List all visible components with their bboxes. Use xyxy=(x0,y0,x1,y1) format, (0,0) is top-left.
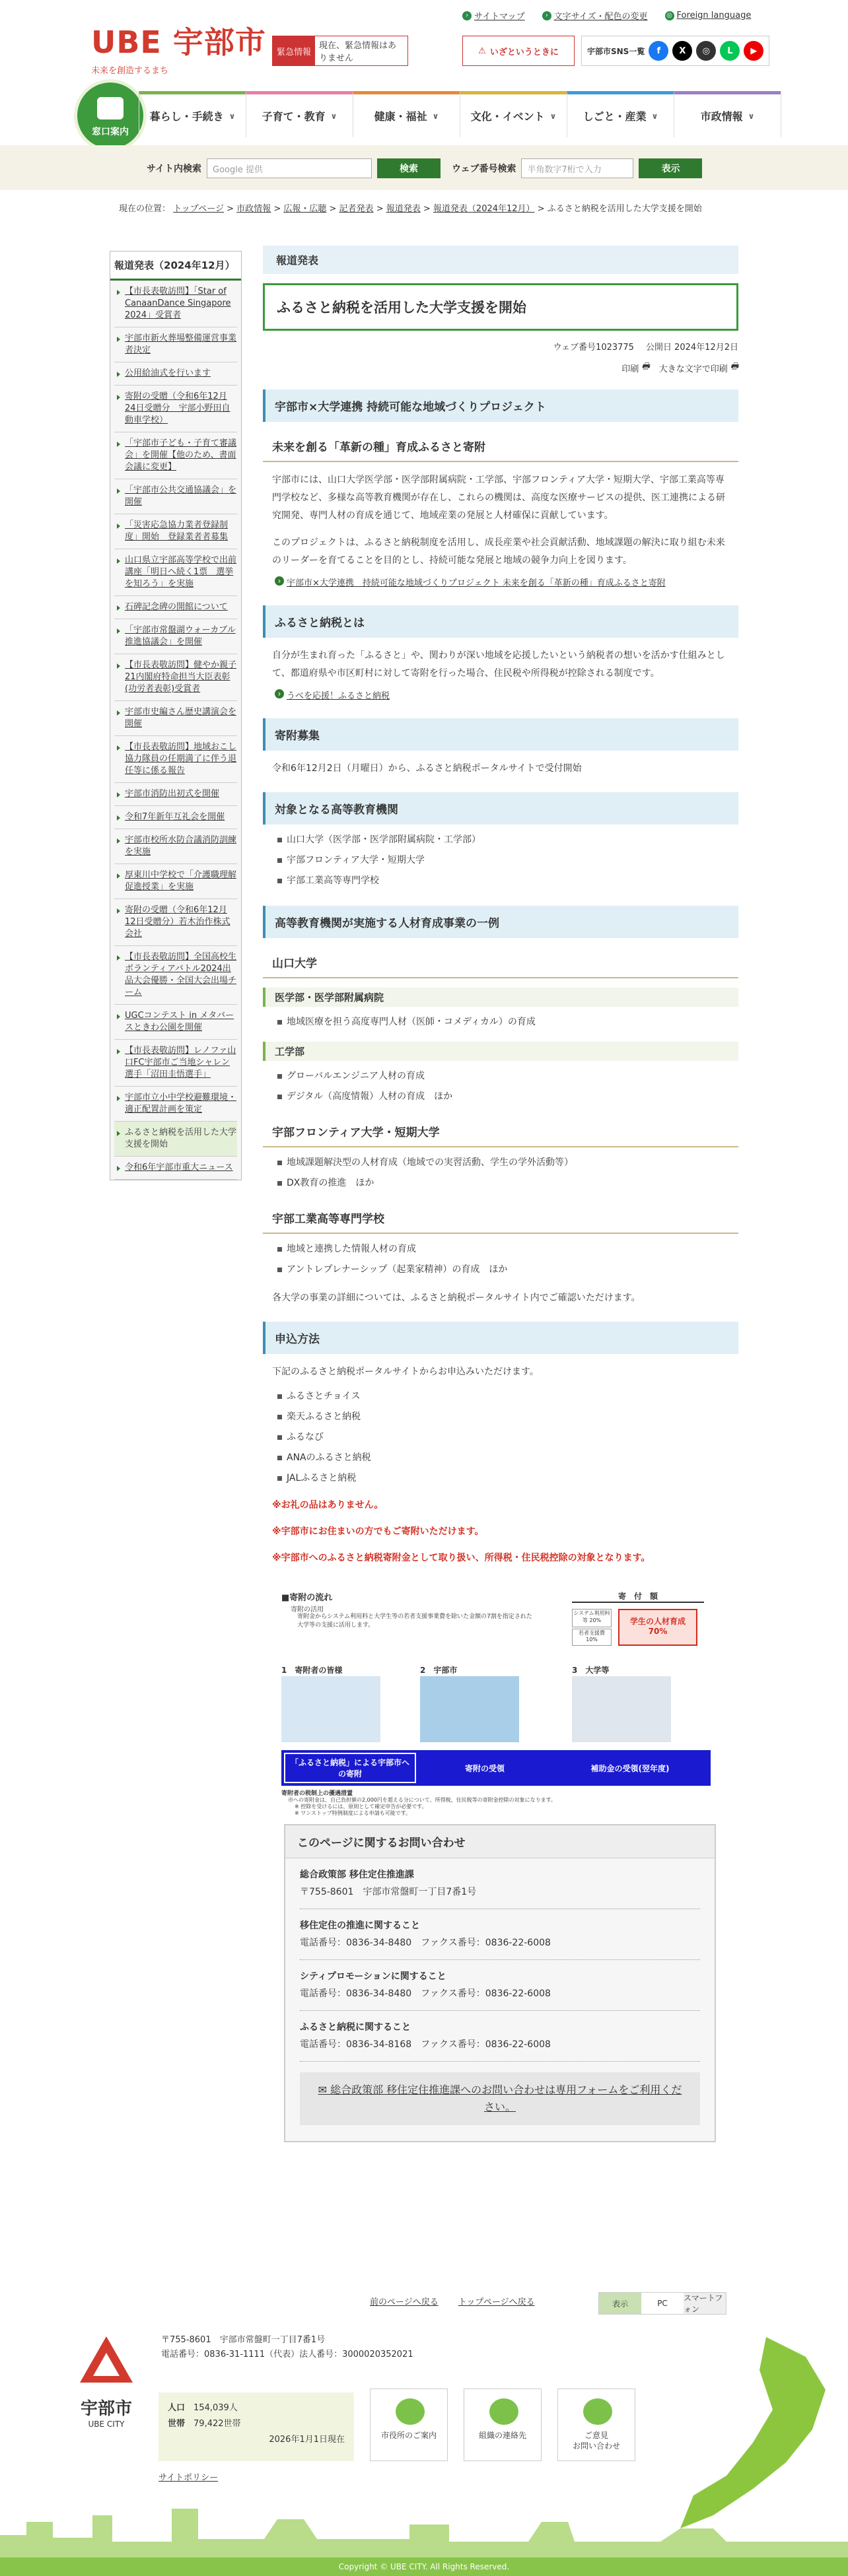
footer xyxy=(0,2330,848,2576)
footer-btn-label: 市役所のご案内 xyxy=(380,2431,437,2440)
list-item: 山口大学（医学部・医学部附属病院・工学部） xyxy=(287,830,729,850)
subsection-heading: 宇部フロンティア大学・短期大学 xyxy=(263,1116,738,1147)
city-photo xyxy=(420,1676,519,1742)
list-item: JALふるさと納税 xyxy=(287,1468,729,1489)
web-number-input[interactable]: 半角数字7桁で入力 xyxy=(521,158,633,178)
section-heading: 寄附募集 xyxy=(263,718,738,751)
breadcrumb-link[interactable]: 報道発表 xyxy=(386,204,421,214)
breadcrumb-link[interactable]: 記者発表 xyxy=(339,204,374,214)
section-heading: 対象となる高等教育機関 xyxy=(263,792,738,825)
footer-btn-office[interactable] xyxy=(370,2389,448,2461)
sidebar-item[interactable]: 宇部市立小中学校避難環境・適正配置計画を策定 xyxy=(114,1087,237,1122)
section-heading: 申込方法 xyxy=(263,1322,738,1354)
population-box xyxy=(159,2392,354,2461)
youtube-icon[interactable]: ▶ xyxy=(744,41,763,61)
chevron-down-icon: ∨ xyxy=(432,111,439,121)
program-list xyxy=(263,1007,738,1033)
university-photo xyxy=(572,1676,671,1742)
footer-btn-org[interactable] xyxy=(464,2389,542,2461)
main-content xyxy=(263,246,738,2142)
util-link-label: Foreign language xyxy=(676,11,752,20)
nav-item-kenko[interactable] xyxy=(353,91,460,137)
phone-icon xyxy=(583,2398,612,2425)
flow-step: 3 大学等 xyxy=(572,1666,610,1675)
house-label: 世帯 xyxy=(168,2419,186,2429)
logo-title: UBE 宇部市 xyxy=(91,24,266,60)
web-number-label: ウェブ番号検索 xyxy=(452,164,516,174)
sidebar-item[interactable]: 【市長表敬訪問】「Star of CanaanDance Singapore 2024」受賞者 xyxy=(114,281,237,327)
sidebar-item[interactable]: 【市長表敬訪問】健やか親子21内閣府特命担当大臣表彰(功労者表彰)受賞者 xyxy=(114,654,237,701)
globe-icon: ◎ xyxy=(665,11,674,20)
contact-form-label: 総合政策部 移住定住推進課へのお問い合わせは専用フォームをご利用ください。 xyxy=(330,2084,682,2113)
contact-dept xyxy=(300,1858,700,1909)
print-button[interactable] xyxy=(621,360,649,375)
sidebar-item[interactable]: 公用給油式を行います xyxy=(114,362,237,386)
flow-note: 市への寄附金は、自己負担額の2,000円を超える分について、所得税、住民税等の寄附金控除の対象になります。 xyxy=(288,1797,556,1803)
footer-btn-inquiry[interactable] xyxy=(557,2389,635,2461)
breadcrumb-link[interactable]: 報道発表（2024年12月） xyxy=(433,204,535,214)
sidebar-item[interactable]: 寄附の受贈（令和6年12月24日受贈分 宇部小野田自動車学校） xyxy=(114,386,237,432)
site-policy-link[interactable]: サイトポリシー xyxy=(159,2473,219,2483)
list-item: 宇部フロンティア大学・短期大学 xyxy=(287,850,729,871)
line-icon[interactable]: L xyxy=(720,41,740,61)
top-link[interactable]: トップページへ戻る xyxy=(458,2297,535,2307)
flow-step: 2 宇部市 xyxy=(420,1666,458,1675)
list-item: 地域と連携した情報人材の育成 xyxy=(287,1239,729,1260)
nav-item-shigoto[interactable] xyxy=(567,91,674,137)
web-number-search xyxy=(452,158,702,178)
site-logo[interactable] xyxy=(91,18,266,76)
chevron-down-icon: ∨ xyxy=(229,111,236,121)
dept-name: 総合政策部 移住定住推進課 xyxy=(300,1870,414,1880)
page-nav xyxy=(370,2295,535,2307)
chevron-down-icon: ∨ xyxy=(330,111,337,121)
sidebar-item[interactable]: 宇部市史編さん歴史講演会を開催 xyxy=(114,701,237,736)
subsection-heading: 山口大学 xyxy=(263,947,738,978)
red-note: ※お礼の品はありません。 xyxy=(272,1500,384,1510)
sidebar-item[interactable]: 「災害応急協力業者登録制度」開始 登録業者者募集 xyxy=(114,514,237,549)
contact-tel: 電話番号：0836-34-8168 ファクス番号：0836-22-6008 xyxy=(300,2039,551,2050)
breadcrumb-current: ふるさと納税を活用した大学支援を開始 xyxy=(547,204,702,214)
display-pc-button[interactable]: PC xyxy=(641,2293,684,2314)
print-large-button[interactable] xyxy=(659,360,738,375)
city-emblem-icon xyxy=(70,2333,143,2392)
breadcrumb: 現在の位置： トップページ > 市政情報 > 広報・広聴 > 記者発表 > 報道発表 > 報道発表（2024年12月） > ふるさと納税を活用した大学支援を開始 xyxy=(119,204,702,214)
faculty-heading: 工学部 xyxy=(263,1042,738,1061)
nav-label: 健康・福祉 xyxy=(374,110,427,123)
util-foreign[interactable] xyxy=(665,9,752,22)
subsection-heading: 宇部工業高等専門学校 xyxy=(263,1203,738,1234)
donation-flow-figure xyxy=(281,1590,711,1816)
publish-date: 公開日 2024年12月2日 xyxy=(645,343,738,353)
list-item: DX教育の推進 ほか xyxy=(287,1173,729,1194)
flow-arrow: 補助金の受領(翌年度) xyxy=(590,1763,670,1773)
mail-icon: ✉ xyxy=(318,2084,331,2096)
program-list xyxy=(263,1061,738,1107)
util-link-label: サイトマップ xyxy=(474,12,525,22)
subsection-heading: 未来を創る「革新の種」育成ふるさと寄附 xyxy=(263,431,738,462)
footer-addr-line: 〒755-8601 宇部市常盤町一丁目7番1号 xyxy=(161,2335,326,2345)
nav-label: 子育て・教育 xyxy=(262,110,326,123)
nav-item-kosodate[interactable] xyxy=(246,91,353,137)
section-heading: 高等教育機関が実施する人材育成事業の一例 xyxy=(263,906,738,938)
flow-note: ※ 控除を受けるには、原則として確定申告が必要です。 xyxy=(295,1804,427,1810)
display-label: 表示 xyxy=(599,2293,641,2314)
utility-links xyxy=(462,9,751,22)
util-sitemap[interactable] xyxy=(462,9,525,22)
sidebar-item[interactable]: 【市長表敬訪問】レノファ山口FC宇部市ご当地シャレン選手「沼田圭悟選手」 xyxy=(114,1040,237,1087)
back-link[interactable]: 前のページへ戻る xyxy=(370,2297,439,2307)
paragraph: 宇部市には、山口大学医学部・医学部附属病院・工学部、宇部フロンティア大学・短期大学、宇部工業高等専門学校など、多様な高等教育機関が存在し、これらの機関は、高度な医療サービスの提供、医工連携による研究開発、専門人材の育成を通じて、地域産業の発展と人材確保に貢献しています。 xyxy=(272,475,725,521)
family-illustration xyxy=(281,1676,380,1742)
sidebar-item[interactable]: 宇部市校所水防合議消防訓練を実施 xyxy=(114,829,237,864)
flow-step: 1 寄附者の皆様 xyxy=(281,1666,343,1675)
sidebar-item[interactable]: 石碑記念碑の開館について xyxy=(114,596,237,619)
sidebar-item[interactable]: 宇部市新火葬場整備運営事業者決定 xyxy=(114,327,237,362)
section-heading: ふるさと納税とは xyxy=(263,605,738,638)
program-list xyxy=(263,1234,738,1280)
sidebar-item[interactable]: 厚東川中学校で「介護職理解促進授業」を実施 xyxy=(114,864,237,899)
chevron-down-icon: ∨ xyxy=(748,111,755,121)
chat-icon xyxy=(489,2398,518,2425)
footer-logo xyxy=(70,2333,143,2429)
red-note: ※宇部市にお住まいの方でもご寄附いただけます。 xyxy=(272,1526,484,1537)
display-switcher xyxy=(598,2292,726,2315)
alert-icon: ⚠ xyxy=(478,46,486,56)
footer-tel-line: 電話番号：0836-31-1111（代表）法人番号：3000020352021 xyxy=(161,2350,413,2359)
footer-city-en: UBE CITY xyxy=(88,2420,125,2429)
footer-address xyxy=(161,2333,413,2362)
flow-arrow-bar xyxy=(281,1750,711,1786)
facebook-icon[interactable]: f xyxy=(649,41,668,61)
sidebar-item[interactable]: UGCコンテスト in メタバースときわ公園を開催 xyxy=(114,1005,237,1040)
sidebar-item[interactable]: 宇部市消防出初式を開催 xyxy=(114,783,237,806)
emergency-button-label: いざというときに xyxy=(489,47,559,57)
site-search-label: サイト内検索 xyxy=(147,164,202,174)
sidebar-item[interactable]: 「宇部市常盤湖ウォーカブル推進協議会」を開催 xyxy=(114,619,237,654)
sidebar-item[interactable]: 寄附の受贈（令和6年12月12日受贈分）若木治作株式会社 xyxy=(114,899,237,946)
web-number-button[interactable]: 表示 xyxy=(639,158,702,178)
arrow-icon: › xyxy=(542,11,551,20)
sidebar-item[interactable]: 令和6年宇部市重大ニュース xyxy=(114,1157,237,1180)
paragraph: 令和6年12月2日（月曜日）から、ふるさと納税ポータルサイトで受付開始 xyxy=(272,763,582,774)
sns-label: 宇部市SNS一覧 xyxy=(587,46,645,56)
house-value: 79,422世帯 xyxy=(194,2419,241,2429)
logo-tagline: 未来を創造するまち xyxy=(91,66,169,76)
contact-head: シティプロモーションに関すること xyxy=(300,1971,446,1982)
list-item: ふるさとチョイス xyxy=(287,1386,729,1407)
page-meta xyxy=(263,340,738,353)
list-item: ふるなび xyxy=(287,1427,729,1448)
institution-list xyxy=(263,825,738,891)
site-search-input[interactable]: Google 提供 xyxy=(207,158,372,178)
contact-head: ふるさと納税に関すること xyxy=(300,2022,411,2033)
emergency-info xyxy=(272,36,408,66)
web-number: ウェブ番号1023775 xyxy=(553,343,634,353)
util-fontsize[interactable] xyxy=(542,9,648,22)
breadcrumb-link[interactable]: トップページ xyxy=(173,204,224,214)
x-icon[interactable]: X xyxy=(672,41,692,61)
display-sp-button[interactable]: スマートフォン xyxy=(684,2293,726,2314)
sidebar xyxy=(110,251,242,1180)
dept-address: 〒755-8601 宇部市常盤町一丁目7番1号 xyxy=(300,1887,477,1897)
footer-btn-label: ご意見 お問い合わせ xyxy=(572,2431,620,2451)
site-search xyxy=(147,158,441,178)
sidebar-item[interactable]: 【市長表敬訪問】地域おこし協力隊員の任期満了に伴う退任等に係る報告 xyxy=(114,736,237,783)
furusato-link[interactable]: › うべを応援！ふるさと納税 xyxy=(263,683,738,704)
amount-label: 寄 付 額 xyxy=(572,1590,704,1603)
fee-box: 若者支援費 10% xyxy=(572,1629,612,1646)
util-link-label: 文字サイズ・配色の変更 xyxy=(553,12,648,22)
list-item: グローバルエンジニア人材の育成 xyxy=(287,1066,729,1087)
nav-item-bunka[interactable] xyxy=(460,91,567,137)
page-title: ふるさと納税を活用した大学支援を開始 xyxy=(263,283,738,331)
sidebar-item[interactable]: 【市長表敬訪問】全国高校生ボランティアバトル2024出品大会優勝・全国大会出場チーム xyxy=(114,946,237,1005)
nav-label: 文化・イベント xyxy=(470,110,545,123)
pop-label: 人口 xyxy=(168,2403,186,2413)
breadcrumb-link[interactable]: 市政情報 xyxy=(236,204,271,214)
footer-btn-label: 組織の連絡先 xyxy=(478,2431,526,2440)
nav-item-kurashi[interactable] xyxy=(139,91,246,137)
chevron-down-icon: ∨ xyxy=(651,111,658,121)
contact-box xyxy=(284,1824,716,2142)
printer-icon: 🖶 xyxy=(730,362,738,372)
flow-subtitle: 寄附の活用 xyxy=(291,1606,324,1613)
nav-label: 暮らし・手続き xyxy=(149,110,224,123)
cityscape-illustration xyxy=(0,2495,848,2559)
contact-form-link[interactable] xyxy=(300,2072,700,2125)
instagram-icon[interactable]: ◎ xyxy=(696,41,716,61)
nav-label: 市政情報 xyxy=(700,110,743,123)
sidebar-item[interactable]: 山口県立宇部高等学校で出前講座「明日へ続く1票 選挙を知ろう」を実施 xyxy=(114,549,237,596)
flow-title: ■寄附の流れ xyxy=(281,1593,333,1603)
print-tools xyxy=(263,360,738,375)
pop-date: 2026年1月1日現在 xyxy=(269,2435,345,2445)
nav-label: しごと・産業 xyxy=(583,110,647,123)
list-item: 地域課題解決型の人材育成（地域での実習活動、学生の学外活動等） xyxy=(287,1153,729,1173)
flow-arrow: 「ふるさと納税」による宇部市への寄附 xyxy=(284,1753,416,1783)
site-header xyxy=(0,0,848,145)
print-large-label: 大きな文字で印刷 xyxy=(658,364,728,374)
contact-title: このページに関するお問い合わせ xyxy=(285,1825,715,1858)
program-list xyxy=(263,1147,738,1194)
global-nav xyxy=(139,91,781,137)
flow-arrow: 寄附の受領 xyxy=(464,1763,505,1773)
breadcrumb-prefix: 現在の位置： xyxy=(119,204,171,214)
flow-description: 寄附金からシステム利用料と大学生等の若者支援事業費を除いた金額の7割を指定された大学等の支援に活用します。 xyxy=(297,1613,532,1629)
site-search-button[interactable]: 検索 xyxy=(377,158,441,178)
section-heading: 宇部市×大学連携 持続可能な地域づくりプロジェクト xyxy=(263,390,738,422)
arrow-icon: › xyxy=(462,11,472,20)
paragraph: 下記のふるさと納税ポータルサイトからお申込みいただけます。 xyxy=(272,1367,539,1377)
pop-value: 154,039人 xyxy=(194,2403,238,2413)
emergency-text: 現在、緊急情報はありません xyxy=(319,41,397,63)
project-link[interactable]: › 宇部市×大学連携 持続可能な地域づくりプロジェクト 未来を創る「革新の種」育成ふるさと寄附 xyxy=(263,570,738,591)
list-item: 地域医療を担う高度専門人材（医師・コメディカル）の育成 xyxy=(287,1012,729,1033)
building-icon xyxy=(97,97,124,119)
building-icon xyxy=(396,2398,425,2425)
contact-head: 移住定住の推進に関すること xyxy=(300,1920,420,1931)
sidebar-item[interactable]: 令和7年新年互礼会を開催 xyxy=(114,806,237,829)
emergency-button[interactable] xyxy=(462,36,575,66)
contact-tel: 電話番号：0836-34-8480 ファクス番号：0836-22-6008 xyxy=(300,1938,551,1948)
footer-city-name: 宇部市 xyxy=(80,2399,132,2419)
emergency-label: 緊急情報 xyxy=(273,36,315,65)
printer-icon: 🖶 xyxy=(641,362,650,372)
paragraph: このプロジェクトは、ふるさと納税制度を活用し、成長産業や社会貢献活動、地域課題の解決に取り組む未来のリーダーを育てることを目的とし、持続可能な発展と地域の競争力向上を図ります。 xyxy=(272,537,725,566)
copyright: Copyright © UBE CITY. All Rights Reserved. xyxy=(0,2558,848,2576)
madoguchi-label: 窓口案内 xyxy=(92,127,129,137)
contact-tel: 電話番号：0836-34-8480 ファクス番号：0836-22-6008 xyxy=(300,1988,551,1999)
chevron-down-icon: ∨ xyxy=(549,111,557,121)
list-item: アントレプレナーシップ（起業家精神）の育成 ほか xyxy=(287,1260,729,1280)
madoguchi-button[interactable] xyxy=(74,79,147,152)
list-item: 宇部工業高等専門学校 xyxy=(287,871,729,891)
flow-note-title: 寄附者の税制上の優遇措置 xyxy=(281,1790,353,1797)
paragraph: 自分が生まれ育った「ふるさと」や、関わりが深い地域を応援したいという納税者の想いを活かす仕組みとして、都道府県や市区町村に対して寄附を行った場合、住民税や所得税が控除される制度です。 xyxy=(272,650,725,679)
sidebar-item[interactable]: 「宇部市公共交通協議会」を開催 xyxy=(114,479,237,514)
list-item: 楽天ふるさと納税 xyxy=(287,1407,729,1427)
search-bar xyxy=(0,145,848,190)
nav-item-shisei[interactable] xyxy=(674,91,781,137)
portal-list xyxy=(263,1381,738,1489)
list-item: デジタル（高度情報）人材の育成 ほか xyxy=(287,1087,729,1107)
sidebar-item: ふるさと納税を活用した大学支援を開始 xyxy=(114,1122,237,1157)
flow-note: ※ ワンストップ特例制度による申請も可能です。 xyxy=(295,1810,411,1816)
fee-box: システム利用料等 20% xyxy=(572,1609,612,1627)
paragraph: 各大学の事業の詳細については、ふるさと納税ポータルサイト内でご確認いただけます。 xyxy=(272,1293,641,1303)
breadcrumb-link[interactable]: 広報・広聴 xyxy=(283,204,327,214)
red-note: ※宇部市へのふるさと納税寄附金として取り扱い、所得税・住民税控除の対象となります。 xyxy=(272,1553,651,1563)
faculty-heading: 医学部・医学部附属病院 xyxy=(263,988,738,1007)
contact-block xyxy=(300,1909,700,1960)
print-label: 印刷 xyxy=(621,364,639,374)
sidebar-title: 報道発表（2024年12月） xyxy=(110,252,241,281)
contact-block xyxy=(300,1960,700,2011)
list-item: ANAのふるさと納税 xyxy=(287,1448,729,1468)
support-box: 学生の人材育成 70% xyxy=(618,1609,697,1646)
contact-block xyxy=(300,2011,700,2062)
sidebar-list xyxy=(110,281,241,1180)
category-heading: 報道発表 xyxy=(263,246,738,274)
sidebar-item[interactable]: 「宇部市子ども・子育て審議会」を開催【他のため、書面会議に変更】 xyxy=(114,432,237,479)
sns-bar xyxy=(581,36,769,66)
